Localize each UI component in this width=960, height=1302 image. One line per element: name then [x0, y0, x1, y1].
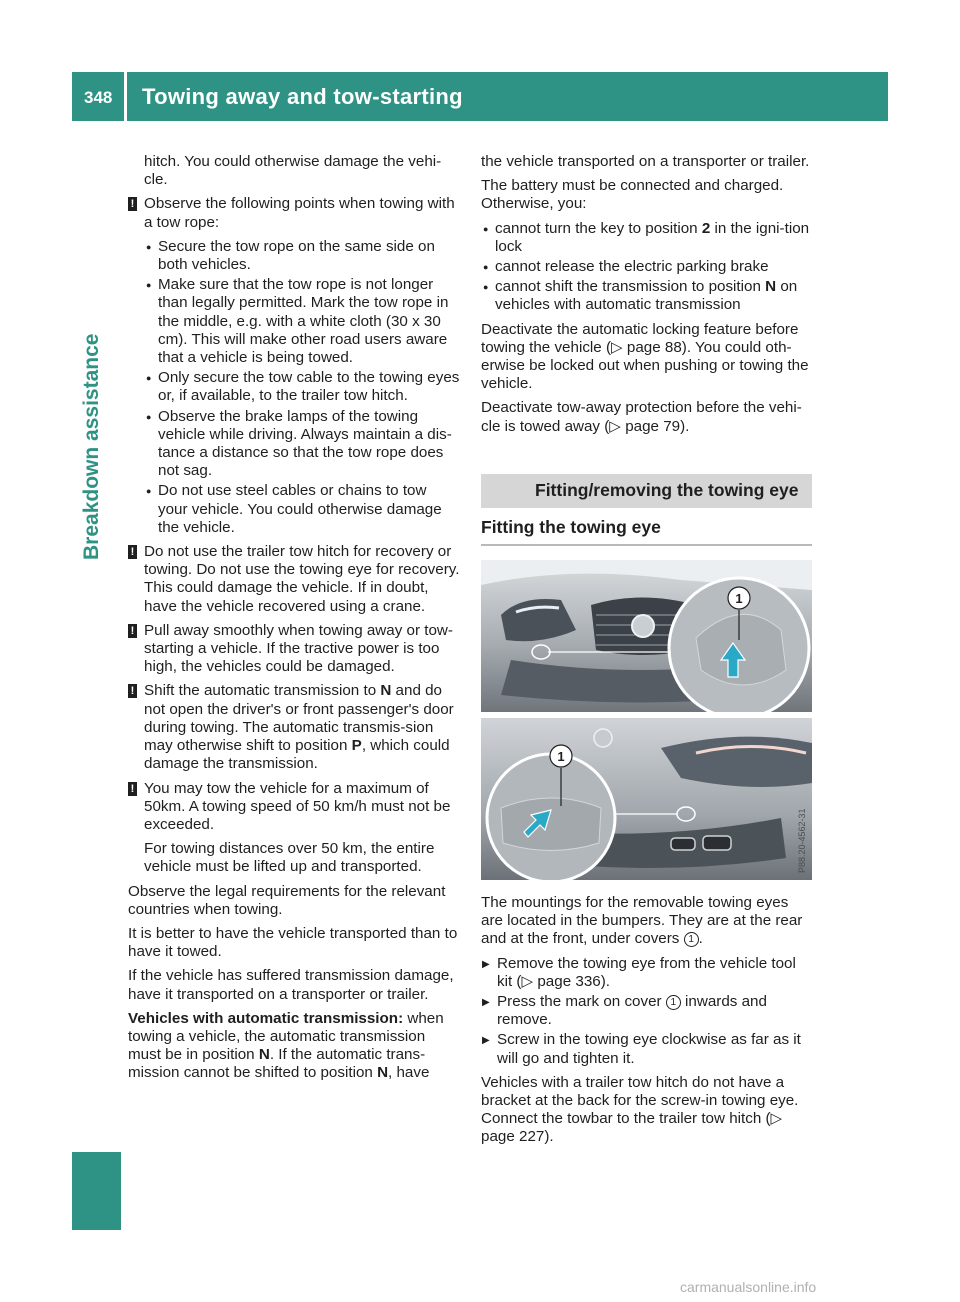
page-title: Towing away and tow-starting [142, 84, 463, 109]
callout-number: 1 [684, 932, 699, 947]
warning-text: Shift the automatic transmission to N and do not open the driver's or front passenger's door during towing. The automatic transmis-sion may otherwise shift to position P, which could damage the transmission. [144, 682, 454, 773]
chapter-marker [72, 1152, 121, 1230]
warning-block [128, 622, 460, 677]
watermark: carmanualsonline.info [680, 1279, 817, 1295]
image-code: P88.20-4562-31 [797, 808, 807, 874]
step-item: ▶ Remove the towing eye from the vehicle tool kit (▷ page 336). [481, 955, 812, 991]
callout-label: 1 [557, 749, 565, 765]
rear-bumper-illustration [481, 718, 812, 880]
list-item: ● cannot turn the key to position 2 in the igni-tion lock [481, 220, 812, 256]
paragraph: The mountings for the removable towing eyes are located in the bumpers. They are at the rear and at the front, under covers 1 . [481, 894, 803, 948]
list-item: ● Observe the brake lamps of the towing vehicle while driving. Always maintain a dis-tance a distance so that the tow rope does not sag. [128, 408, 460, 481]
rear-bumper-image [481, 718, 812, 880]
paragraph: Observe the legal requirements for the relevant countries when towing. [128, 882, 446, 918]
list-item: ● cannot shift the transmission to position N on vehicles with automatic transmission [481, 278, 812, 314]
warning-block [128, 682, 460, 773]
warning-icon: ! [128, 684, 137, 698]
callout-label: 1 [735, 591, 743, 607]
warning-icon: ! [128, 197, 137, 211]
left-column [128, 153, 460, 1089]
warning-note: For towing distances over 50 km, the entire vehicle must be lifted up and transported. [144, 840, 435, 876]
subheading: Fitting the towing eye [481, 518, 812, 546]
page-number: 348 [84, 88, 113, 107]
front-bumper-image [481, 560, 812, 712]
right-column [481, 153, 812, 1153]
step-item: ▶ Screw in the towing eye clockwise as far as it will go and tighten it. [481, 1031, 812, 1067]
paragraph: If the vehicle has suffered transmission damage, have it transported on a transporter or trailer. [128, 967, 454, 1003]
warning-text: Observe the following points when towing with a tow rope: [144, 195, 455, 231]
list-item: ● Only secure the tow cable to the towing eyes or, if available, to the trailer tow hitch. [128, 369, 460, 405]
paragraph: hitch. You could otherwise damage the vehi-cle. [144, 153, 442, 189]
paragraph: It is better to have the vehicle transported than to have it towed. [128, 924, 458, 961]
paragraph: the vehicle transported on a transporter or trailer. [481, 153, 810, 170]
warning-block [128, 780, 460, 877]
paragraph: Deactivate the automatic locking feature before towing the vehicle (▷ page 88). You could oth-erwise be locked out when pushing or towing the vehicle. [481, 320, 809, 393]
list-item: ● Do not use steel cables or chains to tow your vehicle. You could otherwise damage the vehicle. [128, 482, 460, 537]
warning-block [128, 543, 460, 616]
callout-number: 1 [666, 995, 681, 1010]
front-bumper-illustration [481, 560, 812, 712]
instruction-steps [481, 955, 812, 1068]
list-item: ● Secure the tow rope on the same side on both vehicles. [128, 238, 460, 274]
bullet-list [481, 220, 812, 315]
section-title: Fitting/removing the towing eye [535, 479, 799, 500]
paragraph: Vehicles with automatic transmission: when towing a vehicle, the automatic transmission must be in position N. If the automatic trans-mission cannot be shifted to position N, have [128, 1009, 444, 1082]
paragraph: Deactivate tow-away protection before the vehi-cle is towed away (▷ page 79). [481, 399, 802, 435]
paragraph: The battery must be connected and charged. Otherwise, you: [481, 177, 784, 213]
warning-icon: ! [128, 624, 137, 638]
warning-text: Do not use the trailer tow hitch for recovery or towing. Do not use the towing eye for recovery. This could damage the vehicle. If in doubt, have the vehicle recovered using a crane. [144, 543, 460, 615]
chapter-side-label: Breakdown assistance [80, 333, 103, 560]
warning-text: You may tow the vehicle for a maximum of 50km. A towing speed of 50 km/h must not be exceeded. [144, 779, 451, 833]
section-heading [481, 474, 812, 508]
list-item: ● Make sure that the tow rope is not longer than legally permitted. Mark the tow rope in the middle, e.g. with a white cloth (30 x 30 cm). This will make other road users aware that a vehicle is being towed. [128, 276, 460, 367]
warning-text: Pull away smoothly when towing away or tow-starting a vehicle. If the tractive power is too high, the vehicles could be damaged. [144, 621, 453, 676]
paragraph: Vehicles with a trailer tow hitch do not have a bracket at the back for the screw-in towing eye. Connect the towbar to the trailer tow hitch (▷ page 227). [481, 1073, 799, 1146]
list-item: ● cannot release the electric parking brake [481, 258, 812, 276]
bullet-list [128, 238, 460, 537]
header-divider [124, 72, 127, 121]
step-item: ▶ Press the mark on cover 1 inwards and remove. [481, 993, 812, 1029]
page-header [72, 72, 888, 121]
warning-icon: ! [128, 782, 137, 796]
warning-icon: ! [128, 545, 137, 559]
warning-block [128, 195, 460, 231]
